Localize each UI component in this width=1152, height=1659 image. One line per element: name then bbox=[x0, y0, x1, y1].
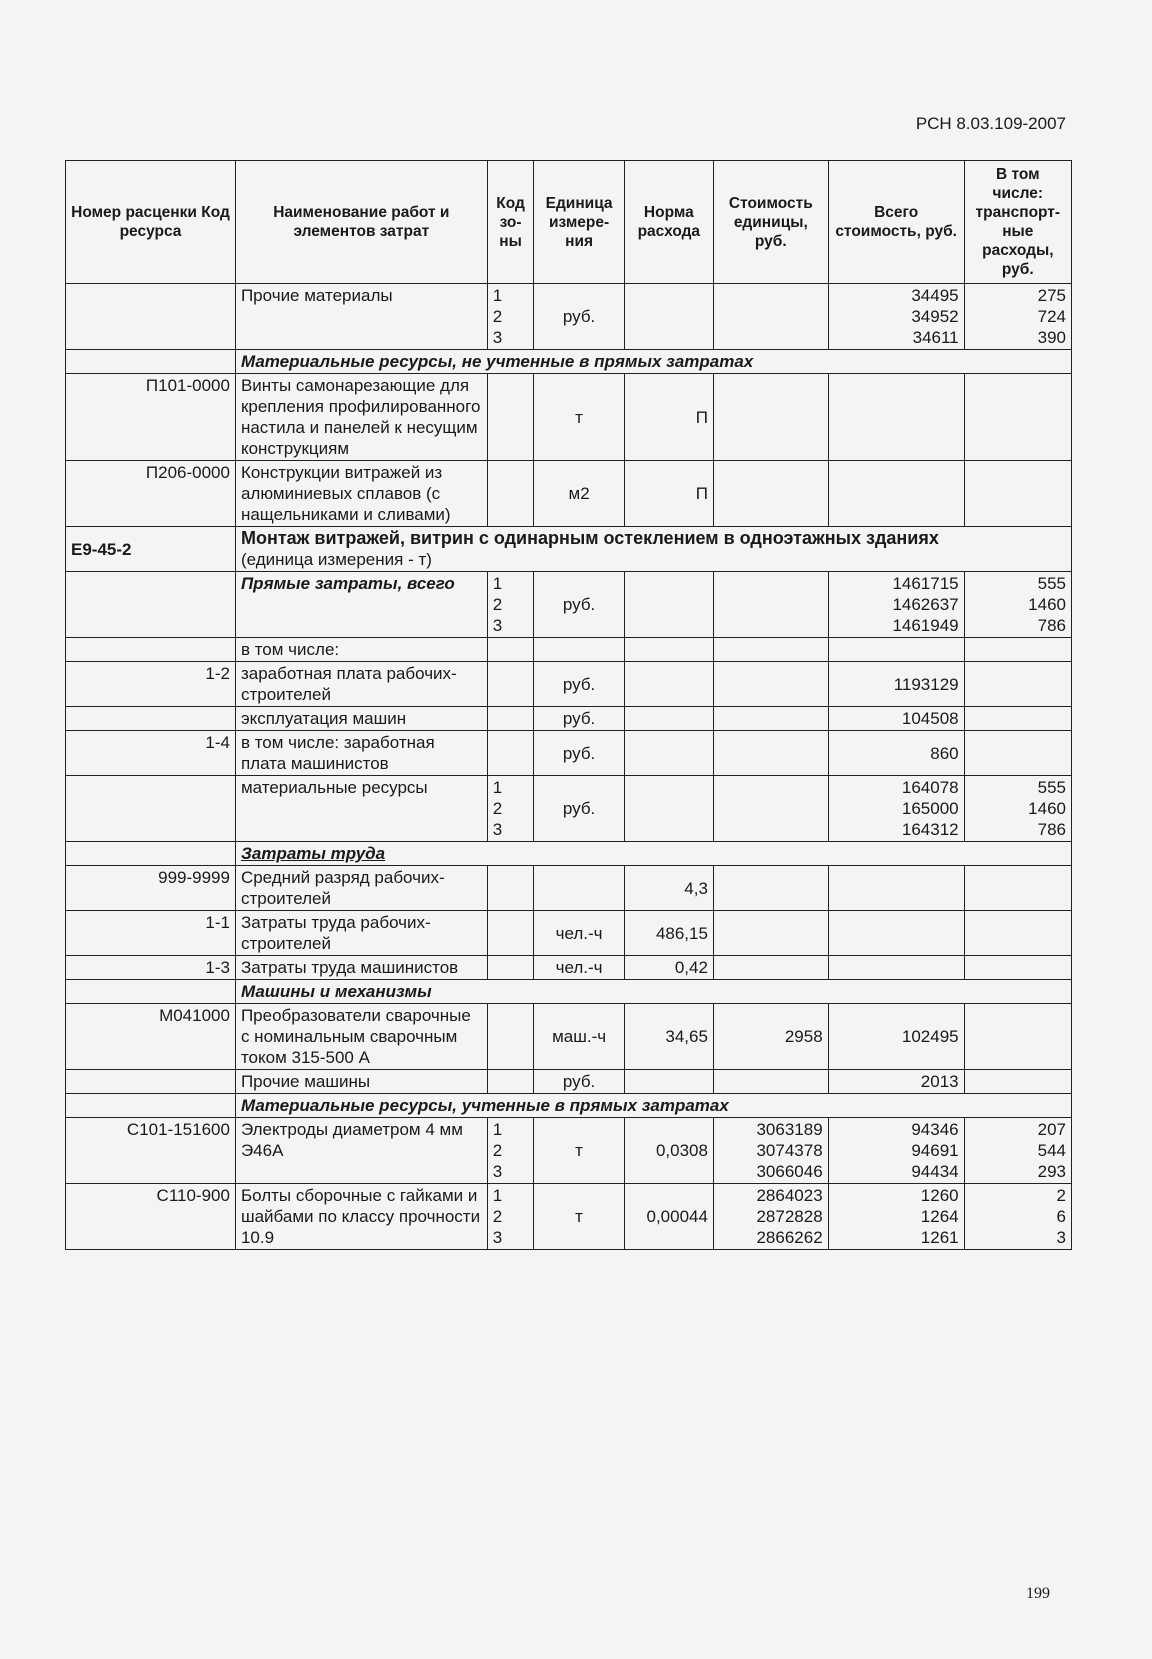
row-name: Прочие материалы bbox=[235, 284, 487, 350]
table-row bbox=[66, 731, 1072, 776]
header-norm: Норма расхода bbox=[624, 161, 713, 284]
row-unit: руб. bbox=[534, 731, 624, 776]
row-norm: 4,3 bbox=[624, 866, 713, 911]
header-code: Номер расценки Код ресурса bbox=[66, 161, 236, 284]
row-total: 860 bbox=[828, 731, 964, 776]
group-row bbox=[66, 527, 1072, 572]
row-code: 1-2 bbox=[66, 662, 236, 707]
row-code: 1-1 bbox=[66, 911, 236, 956]
table-row bbox=[66, 956, 1072, 980]
table-row: Прочие материалы 1 2 3 руб. 34495 34952 34611 275 724 390 bbox=[66, 284, 1072, 350]
section-row bbox=[66, 842, 1072, 866]
row-norm: 0,42 bbox=[624, 956, 713, 980]
row-code: 1-4 bbox=[66, 731, 236, 776]
row-total: 104508 bbox=[828, 707, 964, 731]
table-row: С101-151600 Электроды диаметром 4 мм Э46А 1 2 3 т 0,0308 3063189 3074378 3066046 94346 94691 94434 207 544 293 bbox=[66, 1118, 1072, 1184]
table-row bbox=[66, 911, 1072, 956]
row-name: Средний разряд рабочих-строителей bbox=[235, 866, 487, 911]
table-row: материальные ресурсы 1 2 3 руб. 164078 165000 164312 555 1460 786 bbox=[66, 776, 1072, 842]
row-name: Винты самонарезающие для крепления профилированного настила и панелей к несущим конструкциям bbox=[235, 374, 487, 461]
row-unit: руб. bbox=[534, 284, 624, 350]
section-row bbox=[66, 350, 1072, 374]
row-unit: т bbox=[534, 1184, 624, 1250]
section-row bbox=[66, 980, 1072, 1004]
row-code: П206-0000 bbox=[66, 461, 236, 527]
section-title: Материальные ресурсы, не учтенные в прямых затратах bbox=[235, 350, 1071, 374]
row-name: в том числе: bbox=[235, 638, 487, 662]
row-code: С101-151600 bbox=[66, 1118, 236, 1184]
row-name: Прочие машины bbox=[235, 1070, 487, 1094]
row-norm: 34,65 bbox=[624, 1004, 713, 1070]
row-unit: т bbox=[534, 374, 624, 461]
table-row bbox=[66, 638, 1072, 662]
row-name: заработная плата рабочих-строителей bbox=[235, 662, 487, 707]
row-name: Конструкции витражей из алюминиевых сплавов (с нащельниками и сливами) bbox=[235, 461, 487, 527]
row-name: Болты сборочные с гайками и шайбами по классу прочности 10.9 bbox=[235, 1184, 487, 1250]
row-norm: П bbox=[624, 461, 713, 527]
row-unit: м2 bbox=[534, 461, 624, 527]
row-code: П101-0000 bbox=[66, 374, 236, 461]
header-unit: Единица измере-ния bbox=[534, 161, 624, 284]
header-transport: В том числе: транспорт-ные расходы, руб. bbox=[964, 161, 1071, 284]
row-total: 1193129 bbox=[828, 662, 964, 707]
row-unit: чел.-ч bbox=[534, 911, 624, 956]
table-row bbox=[66, 1070, 1072, 1094]
row-unit: руб. bbox=[534, 776, 624, 842]
row-name: Преобразователи сварочные с номинальным сварочным током 315-500 А bbox=[235, 1004, 487, 1070]
row-code: 1-3 bbox=[66, 956, 236, 980]
row-unit-cost: 2958 bbox=[713, 1004, 828, 1070]
row-name: Прямые затраты, всего bbox=[235, 572, 487, 638]
row-norm: 0,00044 bbox=[624, 1184, 713, 1250]
row-code: М041000 bbox=[66, 1004, 236, 1070]
rates-table bbox=[65, 160, 1072, 1250]
section-title: Машины и механизмы bbox=[235, 980, 1071, 1004]
row-code: С110-900 bbox=[66, 1184, 236, 1250]
row-unit: маш.-ч bbox=[534, 1004, 624, 1070]
header-name: Наименование работ и элементов затрат bbox=[235, 161, 487, 284]
table-row bbox=[66, 662, 1072, 707]
document-code: РСН 8.03.109-2007 bbox=[915, 114, 1066, 133]
table-row bbox=[66, 866, 1072, 911]
table-row bbox=[66, 461, 1072, 527]
section-title: Затраты труда bbox=[235, 842, 1071, 866]
row-unit: чел.-ч bbox=[534, 956, 624, 980]
row-name: Электроды диаметром 4 мм Э46А bbox=[235, 1118, 487, 1184]
table-row bbox=[66, 374, 1072, 461]
table-row bbox=[66, 1004, 1072, 1070]
header-unit-cost: Стоимость единицы, руб. bbox=[713, 161, 828, 284]
row-total: 102495 bbox=[828, 1004, 964, 1070]
row-name: в том числе: заработная плата машинистов bbox=[235, 731, 487, 776]
header-zone: Код зо-ны bbox=[487, 161, 534, 284]
table-row: С110-900 Болты сборочные с гайками и шайбами по классу прочности 10.9 1 2 3 т 0,00044 2864023 2872828 2866262 1260 1264 1261 2 6 3 bbox=[66, 1184, 1072, 1250]
row-unit: руб. bbox=[534, 662, 624, 707]
page-number: 199 bbox=[1026, 1585, 1050, 1602]
row-unit: т bbox=[534, 1118, 624, 1184]
table-row: Прямые затраты, всего 1 2 3 руб. 1461715 1462637 1461949 555 1460 786 bbox=[66, 572, 1072, 638]
row-total: 2013 bbox=[828, 1070, 964, 1094]
row-name: Затраты труда машинистов bbox=[235, 956, 487, 980]
row-unit: руб. bbox=[534, 572, 624, 638]
section-row bbox=[66, 1094, 1072, 1118]
group-code: Е9-45-2 bbox=[66, 527, 236, 572]
row-norm: 486,15 bbox=[624, 911, 713, 956]
row-name: Затраты труда рабочих-строителей bbox=[235, 911, 487, 956]
header-total: Всего стоимость, руб. bbox=[828, 161, 964, 284]
row-name: материальные ресурсы bbox=[235, 776, 487, 842]
row-unit: руб. bbox=[534, 707, 624, 731]
row-norm: П bbox=[624, 374, 713, 461]
table-row bbox=[66, 707, 1072, 731]
header-row bbox=[66, 161, 1072, 284]
row-name: эксплуатация машин bbox=[235, 707, 487, 731]
row-code: 999-9999 bbox=[66, 866, 236, 911]
row-norm: 0,0308 bbox=[624, 1118, 713, 1184]
section-title: Материальные ресурсы, учтенные в прямых затратах bbox=[235, 1094, 1071, 1118]
row-unit: руб. bbox=[534, 1070, 624, 1094]
group-title: Монтаж витражей, витрин с одинарным остеклением в одноэтажных зданиях bbox=[240, 528, 939, 548]
group-subtitle: (единица измерения - т) bbox=[240, 550, 432, 569]
